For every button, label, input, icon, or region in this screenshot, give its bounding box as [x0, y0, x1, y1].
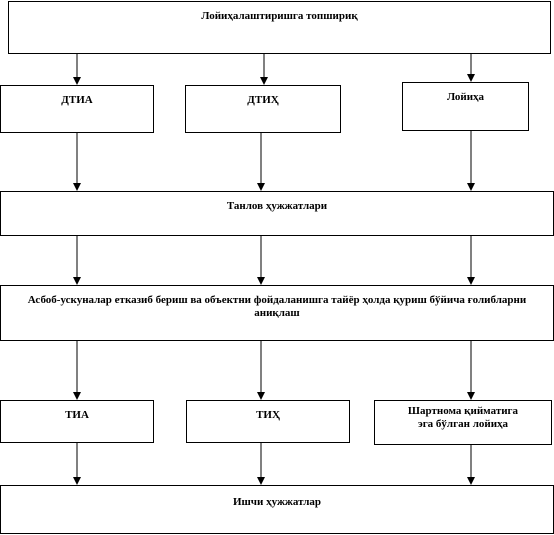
dtih-box [185, 85, 341, 133]
tih-label: ТИҲ [256, 409, 280, 421]
project-label: Лойиҳа [446, 91, 485, 103]
project-box [402, 82, 529, 131]
winners-determination-label: Асбоб-ускуналар етказиб бериш ва объектни фойдаланишга тайёр ҳолда қуриш бўйича ғолибларни аниқлаш [27, 294, 527, 319]
working-documents-box [0, 485, 554, 534]
contract-value-project-label: Шартнома қийматига эга бўлган лойиҳа [407, 405, 519, 430]
tia-box [0, 400, 154, 443]
contract-value-project-box [374, 400, 552, 445]
tih-box [186, 400, 350, 443]
tia-label: ТИА [65, 409, 89, 421]
design-assignment-label: Лойиҳалаштиришга топшириқ [201, 10, 358, 22]
dtia-box [0, 85, 154, 133]
working-documents-label: Ишчи ҳужжатлар [232, 496, 322, 508]
selection-documents-label: Танлов ҳужжатлари [226, 200, 328, 212]
dtia-label: ДТИА [61, 94, 93, 106]
selection-documents-box [0, 191, 554, 236]
dtih-label: ДТИҲ [247, 94, 279, 106]
design-assignment-box [8, 1, 551, 54]
winners-determination-box [0, 285, 554, 341]
